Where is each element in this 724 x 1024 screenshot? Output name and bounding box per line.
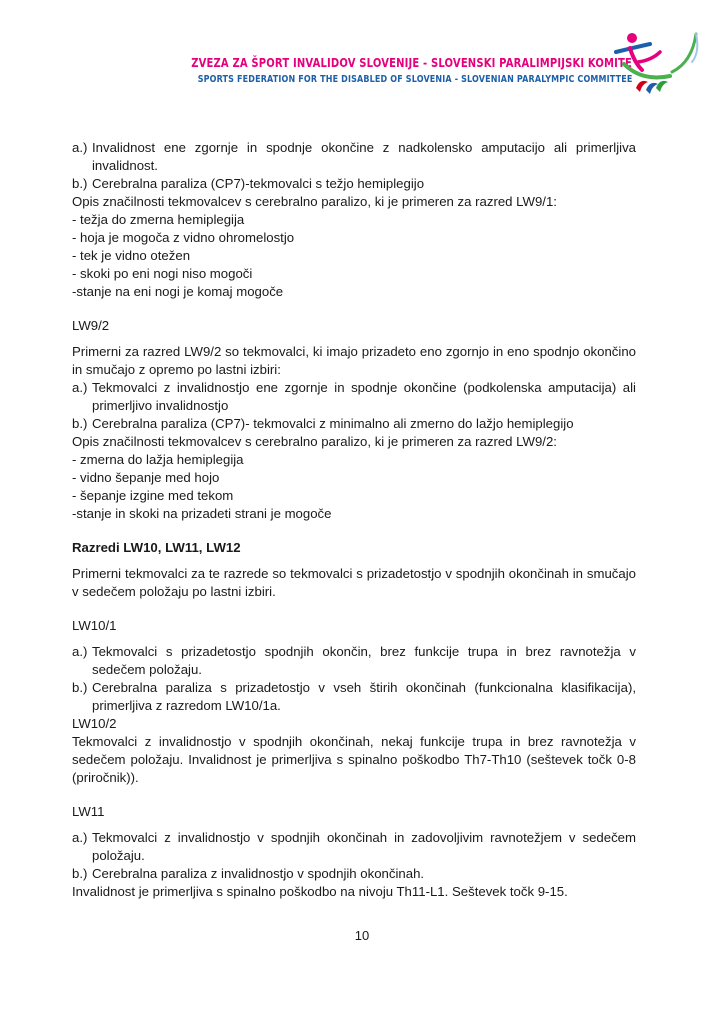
list-label: b.) — [72, 680, 88, 695]
list-text: Cerebralna paraliza s prizadetostjo v vseh štirih okončinah (funkcionalna klasifikacija), primerljiva z razredom LW10/1a. — [92, 680, 636, 713]
paragraph: Opis značilnosti tekmovalcev s cerebralno paralizo, ki je primeren za razred LW9/1: — [72, 194, 557, 209]
bullet-line: - šepanje izgine med tekom — [72, 488, 234, 503]
list-label: b.) — [72, 416, 88, 431]
list-text: Tekmovalci z invalidnostjo v spodnjih okončinah in zadovoljivim ravnotežjem v sedečem položaju. — [92, 830, 636, 863]
list-label: a.) — [72, 140, 88, 155]
document-body — [72, 139, 636, 901]
list-text: Cerebralna paraliza (CP7)- tekmovalci z minimalno ali zmerno do lažjo hemiplegijo — [92, 416, 574, 431]
list-label: a.) — [72, 644, 88, 659]
section-heading: Razredi LW10, LW11, LW12 — [72, 540, 241, 555]
list-item — [72, 829, 636, 865]
paragraph: Primerni za razred LW9/2 so tekmovalci, ki imajo prizadeto eno zgornjo in eno spodnjo okončino in smučajo z opremo po lastni izbiri: — [72, 344, 636, 377]
section-heading: LW10/2 — [72, 716, 117, 731]
list-label: a.) — [72, 830, 88, 845]
bullet-line: - težja do zmerna hemiplegija — [72, 212, 245, 227]
bullet-line: - tek je vidno otežen — [72, 248, 191, 263]
list-text: Cerebralna paraliza z invalidnostjo v spodnjih okončinah. — [92, 866, 425, 881]
list-item — [72, 139, 636, 175]
list-label: b.) — [72, 176, 88, 191]
section-heading: LW9/2 — [72, 318, 110, 333]
bullet-line: -stanje na eni nogi je komaj mogoče — [72, 284, 284, 299]
bullet-line: -stanje in skoki na prizadeti strani je mogoče — [72, 506, 332, 521]
section-heading: LW11 — [72, 804, 105, 819]
federation-name-english: SPORTS FEDERATION FOR THE DISABLED OF SLOVENIA - SLOVENIAN PARALYMPIC COMMITTEE — [197, 74, 632, 85]
list-item — [72, 379, 636, 415]
list-text: Tekmovalci z invalidnostjo ene zgornje in spodnje okončine (podkolenska amputacija) ali primerljivo invalidnostjo — [92, 380, 636, 413]
bullet-line: - vidno šepanje med hojo — [72, 470, 220, 485]
list-item — [72, 643, 636, 679]
list-text: Invalidnost ene zgornje in spodnje okončine z nadkolensko amputacijo ali primerljiva invalidnost. — [92, 140, 636, 173]
list-item — [72, 865, 636, 883]
list-label: b.) — [72, 866, 88, 881]
paragraph: Opis značilnosti tekmovalcev s cerebralno paralizo, ki je primeren za razred LW9/2: — [72, 434, 557, 449]
list-item — [72, 175, 636, 193]
list-item — [72, 415, 636, 433]
page-number: 10 — [354, 928, 370, 943]
letterhead — [0, 0, 724, 110]
paragraph: Primerni tekmovalci za te razrede so tekmovalci s prizadetostjo v spodnjih okončinah in smučajo v sedečem položaju po lastni izbiri. — [72, 566, 636, 599]
federation-name-slovenian: ZVEZA ZA ŠPORT INVALIDOV SLOVENIJE - SLOVENSKI PARALIMPIJSKI KOMITE — [191, 55, 632, 70]
list-label: a.) — [72, 380, 88, 395]
paralympic-logo-icon — [612, 22, 702, 100]
bullet-line: - hoja je mogoča z vidno ohromelostjo — [72, 230, 295, 245]
section-heading: LW10/1 — [72, 618, 117, 633]
list-text: Tekmovalci s prizadetostjo spodnjih okončin, brez funkcije trupa in brez ravnotežja v sedečem položaju. — [92, 644, 636, 677]
list-text: Cerebralna paraliza (CP7)-tekmovalci s težjo hemiplegijo — [92, 176, 425, 191]
paragraph: Tekmovalci z invalidnostjo v spodnjih okončinah, nekaj funkcije trupa in brez ravnotežja v sedečem položaju. Invalidnost je primerljiva s spinalno poškodbo Th7-Th10 (seštevek točk 0-8 (priročnik)). — [72, 734, 636, 785]
bullet-line: - skoki po eni nogi niso mogoči — [72, 266, 253, 281]
bullet-line: - zmerna do lažja hemiplegija — [72, 452, 244, 467]
list-item — [72, 679, 636, 715]
paragraph: Invalidnost je primerljiva s spinalno poškodbo na nivoju Th11-L1. Seštevek točk 9-15. — [72, 884, 568, 899]
